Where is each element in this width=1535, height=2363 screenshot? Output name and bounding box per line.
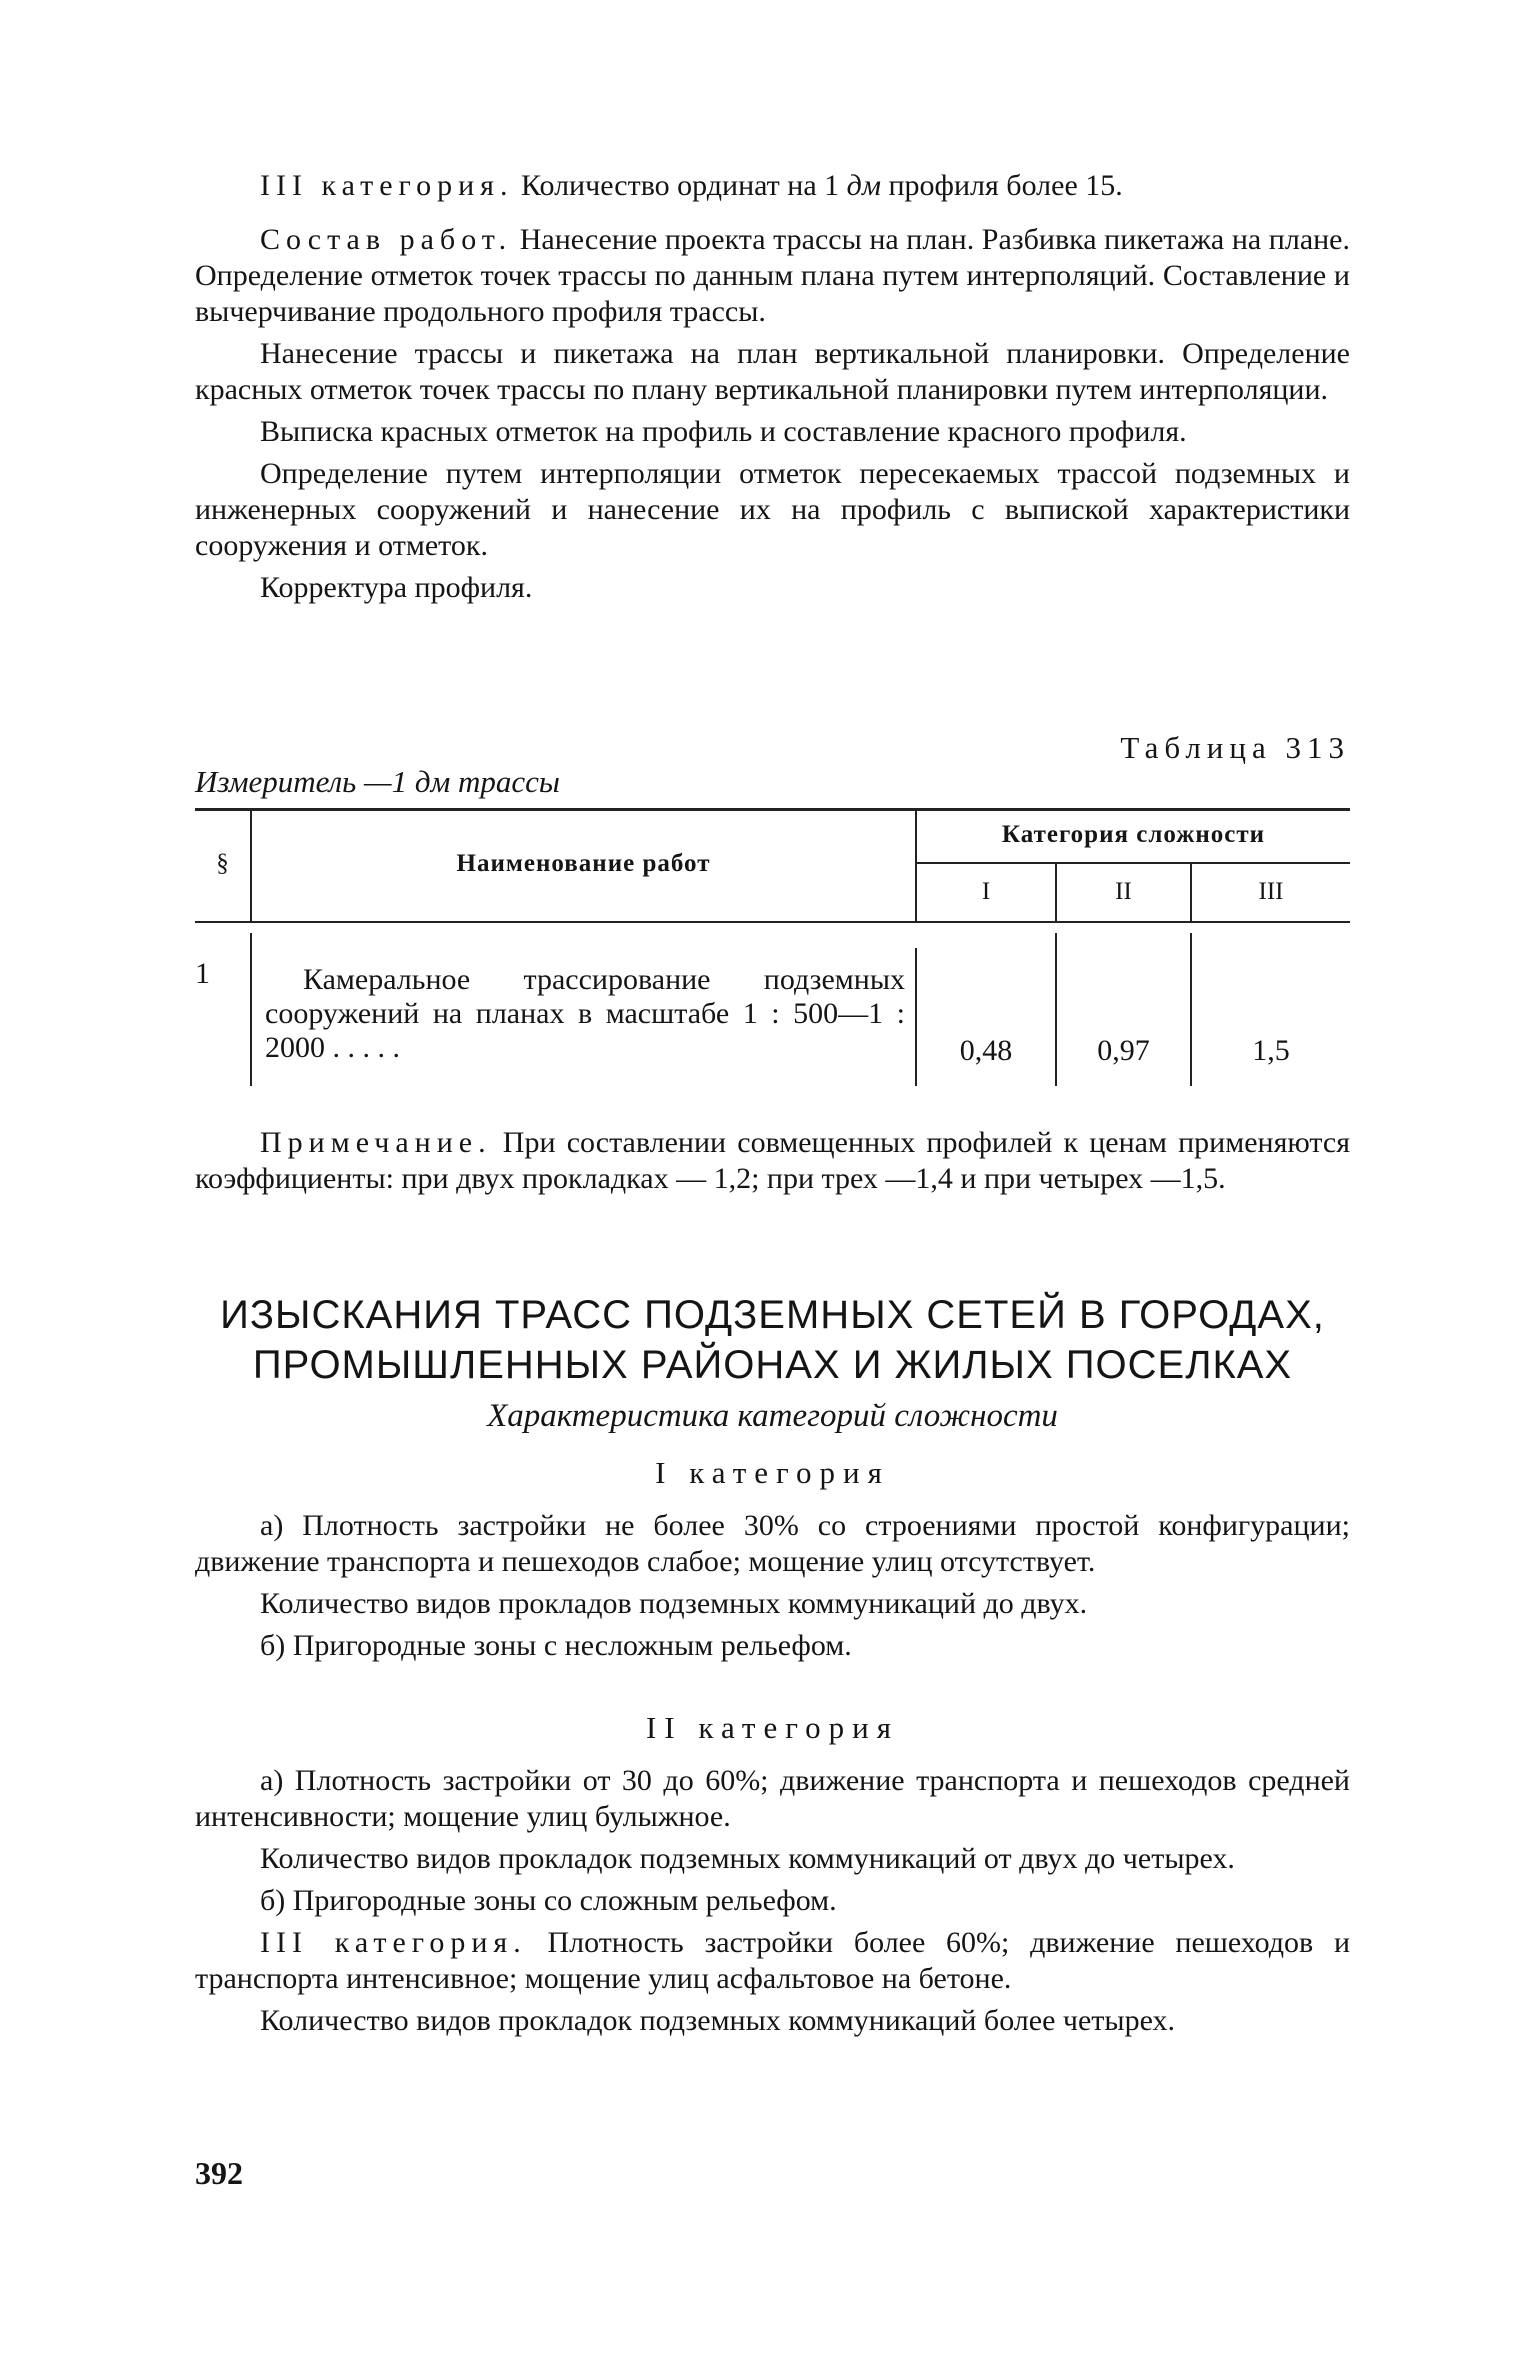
paragraph-route-plotting: Нанесение трассы и пикетажа на план вертикальной планировки. Определение красных отметок точек трассы по плану вертикальной планировки путем интерполяции. <box>195 337 1350 406</box>
col-name-header: Наименование работ <box>456 850 711 877</box>
paragraph-work-composition: Состав работ. Нанесение проекта трассы на план. Разбивка пикетажа на плане. Определение отметок точек трассы по данным плана путем интерполяций. Составление и вычерчивание продольного профиля трассы. <box>195 223 1350 328</box>
row-value-cat2: 0,97 <box>1097 1034 1150 1067</box>
row-work-name: Камеральное трассирование подземных сооружений на планах в масштабе 1 : 500—1 : 2000 . . . . . <box>265 963 905 1064</box>
paragraph-interpolation: Определение путем интерполяции отметок пересекаемых трассой подземных и инженерных сооружений и нанесение их на профиль с выпиской характеристики сооружения и отметок. <box>195 457 1350 562</box>
intro-text <box>195 168 1350 606</box>
row-value-cat3: 1,5 <box>1252 1034 1290 1067</box>
table-note <box>195 1125 1350 1197</box>
category-1-paragraph-a: а) Плотность застройки не более 30% со строениями простой конфигурации; движение транспорта и пешеходов слабое; мощение улиц отсутствует. <box>195 1509 1350 1578</box>
measure-unit: Измеритель —1 дм трассы <box>195 764 560 799</box>
category-1-paragraph-b: б) Пригородные зоны с несложным рельефом. <box>260 1629 852 1662</box>
table-number: Таблица 313 <box>1120 730 1350 765</box>
section-subheading: Характеристика категорий сложности <box>487 1398 1058 1434</box>
col-category-2: II <box>1115 878 1132 905</box>
category-2-paragraph-b: б) Пригородные зоны со сложным рельефом. <box>260 1884 837 1917</box>
rates-table <box>195 808 1350 1086</box>
paragraph-category-3: III категория. Количество ординат на 1 дм профиля более 15. <box>260 169 1123 202</box>
category-2-count: Количество видов прокладок подземных коммуникаций от двух до четырех. <box>260 1842 1235 1875</box>
category-3-count: Количество видов прокладок подземных коммуникаций более четырех. <box>260 2004 1175 2037</box>
col-category-header: Категория сложности <box>1001 821 1266 848</box>
note-paragraph: Примечание. При составлении совмещенных профилей к ценам применяются коэффициенты: при двух прокладках — 1,2; при трех —1,4 и при четырех —1,5. <box>195 1126 1350 1195</box>
category-1-count: Количество видов прокладов подземных коммуникаций до двух. <box>260 1587 1088 1620</box>
paragraph-red-marks: Выписка красных отметок на профиль и составление красного профиля. <box>260 415 1187 448</box>
table-header-rule <box>195 921 1350 923</box>
col-section-header: § <box>216 850 229 877</box>
category-3-paragraph: III категория. Плотность застройки более 60%; движение пешеходов и транспорта интенсивное; мощение улиц асфальтовое на бетоне. <box>195 1926 1351 1995</box>
category-1-text <box>195 1508 1350 1664</box>
table-group-rule <box>915 862 1350 864</box>
table-caption <box>195 730 1350 800</box>
category-2-paragraph-a: а) Плотность застройки от 30 до 60%; движение транспорта и пешеходов средней интенсивности; мощение улиц булыжное. <box>195 1764 1350 1833</box>
col-category-1: I <box>981 878 991 905</box>
col-category-3: III <box>1258 878 1284 905</box>
page-number: 392 <box>195 2155 243 2191</box>
table-top-rule <box>195 808 1350 811</box>
table-vline <box>250 933 252 1086</box>
section-heading: ИЗЫСКАНИЯ ТРАСС ПОДЗЕМНЫХ СЕТЕЙ В ГОРОДАХ, ПРОМЫШЛЕННЫХ РАЙОНАХ И ЖИЛЫХ ПОСЕЛКАХ <box>220 1293 1325 1387</box>
row-value-cat1: 0,48 <box>959 1034 1013 1067</box>
category-1-title: I категория <box>655 1455 890 1490</box>
category-2-text <box>195 1763 1350 2039</box>
paragraph-correction: Корректура профиля. <box>260 571 533 604</box>
row-section: 1 <box>195 957 210 990</box>
category-2-title: II категория <box>645 1710 900 1745</box>
